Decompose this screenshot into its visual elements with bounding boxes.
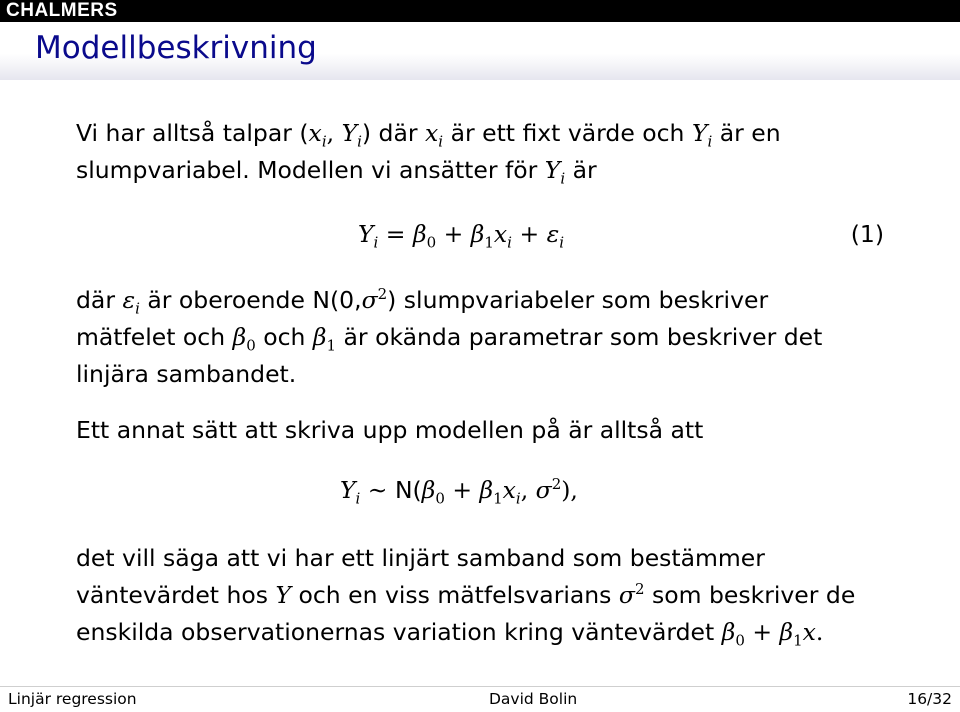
paragraph-2-line-1: där $\varepsilon_i$ är oberoende $N(0,\sigma^2)$ slumpvariabeler som beskriver <box>76 285 769 318</box>
paragraph-3-line-1: Ett annat sätt att skriva upp modellen på är alltså att <box>76 416 704 444</box>
paragraph-3 <box>76 412 896 449</box>
paragraph-4-line-3: enskilda observationernas variation kring väntevärdet $\beta_0 + \beta_1x$. <box>76 618 824 650</box>
paragraph-2-line-3: linjära sambandet. <box>76 360 297 388</box>
equation-1: $Y_i = \beta_0 + \beta_1x_i + \varepsilon_i$ <box>358 220 565 252</box>
chalmers-logo: CHALMERS <box>6 0 118 21</box>
paragraph-1 <box>76 115 896 189</box>
paragraph-2 <box>76 282 896 393</box>
equation-number: (1) <box>850 220 884 248</box>
footer <box>0 686 960 712</box>
paragraph-1-line-1: Vi har alltså talpar ($x_i$, $Y_i$) där $x_i$ är ett fixt värde och $Y_i$ är en <box>76 119 781 151</box>
page-number: 16/32 <box>907 690 952 708</box>
paragraph-1-line-2: slumpvariabel. Modellen vi ansätter för $Y_i$ är <box>76 156 597 188</box>
top-bar <box>0 0 960 22</box>
paragraph-4 <box>76 540 896 651</box>
footer-left: Linjär regression <box>8 690 137 708</box>
footer-center: David Bolin <box>489 690 578 708</box>
paragraph-2-line-2: mätfelet och $\beta_0$ och $\beta_1$ är okända parametrar som beskriver det <box>76 323 823 355</box>
equation-2: $Y_i$ ∼ $N(\beta_0 + \beta_1x_i$, $\sigma^2$), <box>340 475 578 508</box>
slide-title: Modellbeskrivning <box>35 30 317 66</box>
paragraph-4-line-1: det vill säga att vi har ett linjärt samband som bestämmer <box>76 544 765 572</box>
paragraph-4-line-2: väntevärdet hos Y och en viss mätfelsvarians $\sigma^2$ som beskriver de <box>76 580 856 609</box>
